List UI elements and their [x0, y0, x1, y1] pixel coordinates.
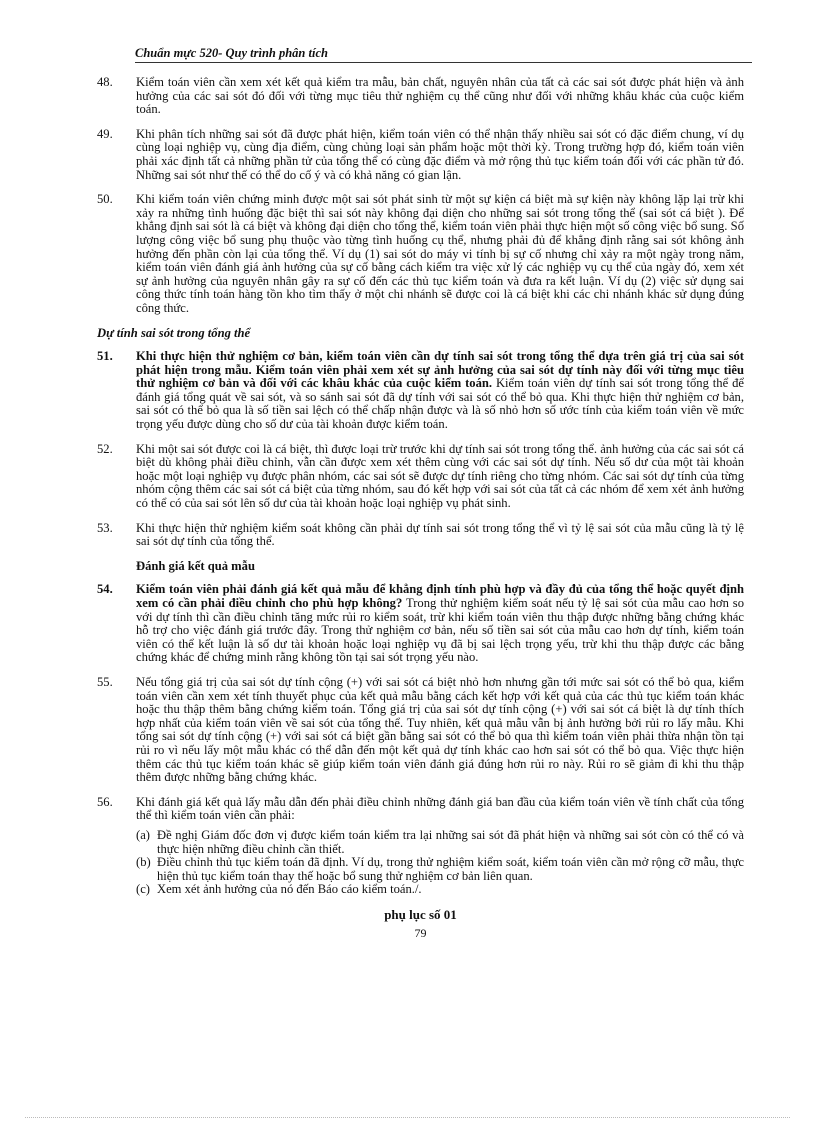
- list-item-text: Điều chỉnh thủ tục kiểm toán đã định. Ví dụ, trong thử nghiệm kiểm soát, kiểm toán viên cần mở rộng cỡ mẫu, thực hiện thủ tục kiểm toán thay thế hoặc bổ sung thử nghiệm cơ bản liên quan.: [157, 855, 744, 883]
- body-text: Khi thực hiện thử nghiệm kiểm soát không cần phải dự tính sai sót trong tổng thể vì tỷ lệ sai sót của mẫu cũng là tỷ lệ sai sót dự tính của tổng thể.: [136, 520, 744, 549]
- body-text: Kiểm toán viên cần xem xét kết quả kiểm tra mẫu, bản chất, nguyên nhân của tất cả các sai sót được phát hiện và ảnh hưởng của các sai sót đó đối với từng mục tiêu thử nghiệm cụ thể cũng như đối với những khâu khác của cuộc kiểm toán.: [136, 75, 744, 117]
- body-text: Nếu tổng giá trị của sai sót dự tính cộng (+) với sai sót cá biệt nhỏ hơn nhưng gần tới mức sai sót có thể bỏ qua, kiểm toán viên cần xem xét tính thuyết phục của kết quả mẫu bằng cách kết hợp với kết quả của các thủ tục kiểm toán khác hoặc thu thập thêm bằng chứng kiểm toán. Tổng giá trị của sai sót dự tính cộng (+) với sai sót cá biệt là dự tính thích hợp nhất của kiểm toán viên về sai sót của tổng thể. Tuy nhiên, kết quả mẫu vẫn bị ảnh hưởng bởi rủi ro lấy mẫu. Khi tổng sai sót dự tính cộng (+) với sai sót cá biệt gần bằng sai sót có thể bỏ qua thì kiểm toán viên phải thừa nhận tồn tại rủi ro vì nếu lấy một mẫu khác có thể dẫn đến một kết quả dự tính khác cao hơn sai sót có thể bỏ qua. Việc thực hiện thêm các thủ tục kiểm toán khác sẽ giúp kiểm toán viên đánh giá đúng hơn rủi ro này. Rủi ro sẽ giảm đi khi thu thập thêm được những bằng chứng khác.: [136, 674, 744, 785]
- paragraph: [97, 193, 744, 315]
- paragraph-number: 50.: [97, 192, 113, 207]
- paragraph: [97, 583, 744, 665]
- paragraph-group-1: [97, 76, 744, 316]
- paragraph-text: [136, 522, 744, 549]
- paragraph-number: 56.: [97, 794, 113, 809]
- paragraph: [97, 676, 744, 785]
- list-item-label: (c): [136, 882, 150, 897]
- paragraph-text: [136, 128, 744, 182]
- list-item: [136, 883, 744, 897]
- paragraph: [97, 76, 744, 117]
- paragraph: [97, 350, 744, 432]
- body-text: Kiểm toán viên dự tính sai sót trong tổng thể để đánh giá tổng quát về sai sót, và so sánh sai sót đã dự tính với sai sót có thể bỏ qua. Khi thực hiện thử nghiệm cơ bản, sai sót có thể bỏ qua là số tiền sai lệch có thể chấp nhận được và là số nhỏ hơn số ước tính của kiểm toán viên về mức trọng yếu được dùng cho số dư của tài khoản được kiểm toán.: [136, 376, 744, 432]
- paragraph: [97, 796, 744, 897]
- paragraph-group-3: [97, 583, 744, 896]
- document-body: [97, 76, 744, 941]
- body-text: Khi kiểm toán viên chứng minh được một sai sót phát sinh từ một sự kiện cá biệt mà sự kiện này không lặp lại trừ khi xảy ra những tình huống đặc biệt thì sai sót này không đại diện cho những sai sót trong tổng thể (sai sót cá biệt ). Để khẳng định sai sót là cá biệt và không đại diện cho tổng thể, kiểm toán viên phải thực hiện một số công việc bổ sung. Số lượng công việc bổ sung phụ thuộc vào từng tình huống cụ thể, nhưng phải đủ để khẳng định rằng sai sót không ảnh hưởng đến phần còn lại của tổng thể. Ví dụ (1) sai sót do máy vi tính bị sự cố nhưng chỉ xảy ra một ngày trong năm, kiểm toán viên đánh giá ảnh hưởng của sự cố bằng cách kiểm tra việc xử lý các nghiệp vụ cụ thể của ngày đó, xem xét sự ảnh hưởng của nguyên nhân gây ra sự cố đến các thủ tục kiểm toán và đưa ra kết luận. Ví dụ (2) việc sử dụng sai công thức tính toán hàng tồn kho tìm thấy ở một chi nhánh sẽ được coi là cá biệt khi các chi nhánh khác sử dụng đúng công thức.: [136, 192, 744, 315]
- paragraph-number: 54.: [97, 582, 113, 597]
- bold-standard-text: Khi thực hiện thử nghiệm cơ bản, kiểm toán viên cần dự tính sai sót trong tổng thể dựa trên giá trị của sai sót phát hiện trong mẫu. Kiểm toán viên phải xem xét sự ảnh hưởng của sai sót dự tính này đối với từng mục tiêu thử nghiệm cơ bản và đối với các khâu khác của cuộc kiểm toán.: [136, 349, 744, 391]
- paragraph-number: 53.: [97, 520, 113, 535]
- paragraph-text: [136, 76, 744, 117]
- paragraph-number: 52.: [97, 441, 113, 456]
- list-item-text: Xem xét ảnh hưởng của nó đến Báo cáo kiểm toán./.: [157, 882, 422, 897]
- paragraph: [97, 443, 744, 511]
- paragraph-number: 48.: [97, 75, 113, 89]
- list-item-label: (a): [136, 827, 150, 842]
- paragraph-text: [136, 350, 744, 432]
- paragraph-group-2: [97, 350, 744, 549]
- body-text: Khi đánh giá kết quả lấy mẫu dẫn đến phải điều chỉnh những đánh giá ban đầu của kiểm toán viên về tính chất của tổng thể thì kiểm toán viên cần phải:: [136, 794, 744, 823]
- footer-rule: [25, 1117, 790, 1118]
- paragraph-number: 55.: [97, 674, 113, 689]
- paragraph: [97, 128, 744, 182]
- paragraph-number: 49.: [97, 126, 113, 141]
- section-title-evaluating-results: Đánh giá kết quả mẫu: [136, 558, 255, 573]
- list-item: [136, 829, 744, 856]
- body-text: Trong thử nghiệm kiểm soát nếu tỷ lệ sai sót của mẫu cao hơn so với dự tính thì cần điều chỉnh tăng mức rủi ro kiểm soát, trừ khi kiểm toán viên thu thập được những bằng chứng khác hỗ trợ cho việc đánh giá trước đây. Trong thử nghiệm cơ bản, nếu số tiền sai sót của mẫu cao hơn dự tính, kiểm toán viên có thể kết luận là số dư tài khoản hoặc loại nghiệp vụ đã bị sai lệch trọng yếu, trừ khi thu thập được các bằng chứng khác để chứng minh rằng không tồn tại sai sót trọng yếu nào.: [136, 596, 744, 665]
- section-title-projected-misstatement: Dự tính sai sót trong tổng thể: [97, 325, 251, 340]
- body-text: Khi một sai sót được coi là cá biệt, thì được loại trừ trước khi dự tính sai sót trong tổng thể. ảnh hưởng của các sai sót cá biệt dù không phải điều chỉnh, vẫn cần được xem xét thêm cùng với các sai sót dự tính. Nếu số dư của một tài khoản hoặc một loại nghiệp vụ được phân nhóm, các sai sót sẽ được dự tính riêng cho từng nhóm. Các sai sót dự tính của từng nhóm cộng thêm các sai sót cá biệt của từng nhóm, sau đó kết hợp với sai sót của tất cả các nhóm để xem xét ảnh hưởng có thể có của sai sót lên số dư của tài khoản hoặc loại nghiệp vụ phát sinh.: [136, 441, 744, 511]
- bold-standard-text: Kiểm toán viên phải đánh giá kết quả mẫu để khẳng định tính phù hợp và đầy đủ của tổng thể hoặc quyết định xem có cần phải điều chỉnh cho phù hợp không?: [136, 582, 744, 610]
- sub-list: [136, 829, 744, 897]
- paragraph-text: [136, 193, 744, 315]
- page-number: 79: [414, 926, 427, 941]
- paragraph-text: [136, 583, 744, 665]
- paragraph-text: [136, 443, 744, 511]
- list-item: [136, 856, 744, 883]
- paragraph-text: [136, 676, 744, 785]
- list-item-text: Đề nghị Giám đốc đơn vị được kiểm toán kiểm tra lại những sai sót đã phát hiện và những sai sót còn có thể có và thực hiện những điều chỉnh cần thiết.: [157, 827, 744, 856]
- running-header: Chuẩn mực 520- Quy trình phân tích: [135, 46, 752, 63]
- paragraph-text: [136, 796, 744, 897]
- paragraph: [97, 522, 744, 549]
- appendix-label: phụ lục số 01: [384, 906, 457, 922]
- body-text: Khi phân tích những sai sót đã được phát hiện, kiểm toán viên có thể nhận thấy nhiều sai sót có đặc điểm chung, ví dụ cùng loại nghiệp vụ, cùng địa điểm, cùng chủng loại sản phẩm hoặc một thời kỳ. Trong trường hợp đó, kiểm toán viên phải xác định tất cả những phần tử của tổng thể có cùng đặc điểm và mở rộng thủ tục kiểm toán đối với các phần tử đó. Những sai sót như thế có thể do cố ý và có khả năng có gian lận.: [136, 126, 744, 182]
- list-item-label: (b): [136, 855, 151, 870]
- paragraph-number: 51.: [97, 349, 113, 364]
